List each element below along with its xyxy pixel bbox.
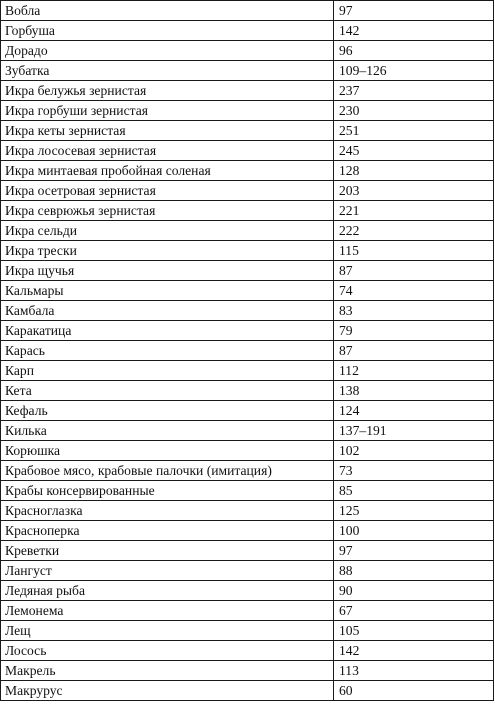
table-row [1, 201, 494, 221]
product-name-cell: Карп [1, 361, 334, 381]
table-row [1, 321, 494, 341]
calorie-value-cell: 67 [334, 601, 494, 621]
product-name-cell: Каракатица [1, 321, 334, 341]
product-name-cell: Корюшка [1, 441, 334, 461]
product-name-cell: Креветки [1, 541, 334, 561]
table-row [1, 81, 494, 101]
calorie-value-cell: 85 [334, 481, 494, 501]
calorie-value-cell: 222 [334, 221, 494, 241]
product-name-cell: Икра белужья зернистая [1, 81, 334, 101]
calorie-value-cell: 90 [334, 581, 494, 601]
calorie-value-cell: 79 [334, 321, 494, 341]
product-name-cell: Кета [1, 381, 334, 401]
calorie-value-cell: 115 [334, 241, 494, 261]
table-row [1, 1, 494, 21]
table-row [1, 601, 494, 621]
calorie-value-cell: 112 [334, 361, 494, 381]
calorie-value-cell: 203 [334, 181, 494, 201]
product-name-cell: Икра лососевая зернистая [1, 141, 334, 161]
calorie-value-cell: 109–126 [334, 61, 494, 81]
product-name-cell: Кальмары [1, 281, 334, 301]
calorie-value-cell: 128 [334, 161, 494, 181]
table-row [1, 641, 494, 661]
product-name-cell: Вобла [1, 1, 334, 21]
calorie-value-cell: 138 [334, 381, 494, 401]
calorie-value-cell: 113 [334, 661, 494, 681]
table-row [1, 581, 494, 601]
table-row [1, 181, 494, 201]
product-name-cell: Карась [1, 341, 334, 361]
product-name-cell: Крабовое мясо, крабовые палочки (имитация) [1, 461, 334, 481]
table-row [1, 281, 494, 301]
calorie-value-cell: 88 [334, 561, 494, 581]
table-row [1, 241, 494, 261]
product-name-cell: Ледяная рыба [1, 581, 334, 601]
table-row [1, 441, 494, 461]
table-row [1, 461, 494, 481]
product-name-cell: Горбуша [1, 21, 334, 41]
product-name-cell: Лосось [1, 641, 334, 661]
product-name-cell: Килька [1, 421, 334, 441]
calorie-value-cell: 102 [334, 441, 494, 461]
table-row [1, 61, 494, 81]
product-name-cell: Макрель [1, 661, 334, 681]
calorie-value-cell: 83 [334, 301, 494, 321]
product-name-cell: Красноперка [1, 521, 334, 541]
calorie-value-cell: 137–191 [334, 421, 494, 441]
table-row [1, 621, 494, 641]
calorie-value-cell: 60 [334, 681, 494, 701]
calorie-value-cell: 73 [334, 461, 494, 481]
table-row [1, 101, 494, 121]
product-name-cell: Лангуст [1, 561, 334, 581]
calorie-value-cell: 125 [334, 501, 494, 521]
product-name-cell: Икра севрюжья зернистая [1, 201, 334, 221]
table-row [1, 21, 494, 41]
table-row [1, 381, 494, 401]
table-row [1, 341, 494, 361]
calorie-value-cell: 221 [334, 201, 494, 221]
product-name-cell: Макрурус [1, 681, 334, 701]
table-row [1, 501, 494, 521]
product-name-cell: Икра осетровая зернистая [1, 181, 334, 201]
product-name-cell: Красноглазка [1, 501, 334, 521]
calorie-value-cell: 142 [334, 641, 494, 661]
calorie-value-cell: 97 [334, 541, 494, 561]
table-row [1, 121, 494, 141]
product-name-cell: Камбала [1, 301, 334, 321]
calorie-value-cell: 74 [334, 281, 494, 301]
table-row [1, 421, 494, 441]
table-row [1, 361, 494, 381]
calorie-value-cell: 87 [334, 341, 494, 361]
product-name-cell: Икра кеты зернистая [1, 121, 334, 141]
calorie-value-cell: 96 [334, 41, 494, 61]
product-name-cell: Икра трески [1, 241, 334, 261]
calorie-value-cell: 105 [334, 621, 494, 641]
product-name-cell: Кефаль [1, 401, 334, 421]
table-row [1, 301, 494, 321]
calorie-value-cell: 251 [334, 121, 494, 141]
table-row [1, 661, 494, 681]
table-row [1, 141, 494, 161]
table-row [1, 681, 494, 701]
calorie-value-cell: 124 [334, 401, 494, 421]
calorie-value-cell: 230 [334, 101, 494, 121]
product-name-cell: Икра щучья [1, 261, 334, 281]
table-row [1, 221, 494, 241]
table-row [1, 41, 494, 61]
calorie-value-cell: 245 [334, 141, 494, 161]
product-name-cell: Зубатка [1, 61, 334, 81]
table-row [1, 481, 494, 501]
product-name-cell: Икра горбуши зернистая [1, 101, 334, 121]
calorie-value-cell: 142 [334, 21, 494, 41]
product-name-cell: Икра сельди [1, 221, 334, 241]
calorie-value-cell: 87 [334, 261, 494, 281]
product-name-cell: Икра минтаевая пробойная соленая [1, 161, 334, 181]
table-row [1, 261, 494, 281]
product-name-cell: Дорадо [1, 41, 334, 61]
product-name-cell: Лещ [1, 621, 334, 641]
table-row [1, 161, 494, 181]
table-row [1, 561, 494, 581]
table-row [1, 541, 494, 561]
product-name-cell: Лемонема [1, 601, 334, 621]
calorie-value-cell: 97 [334, 1, 494, 21]
table-body [1, 1, 494, 701]
table-row [1, 521, 494, 541]
product-name-cell: Крабы консервированные [1, 481, 334, 501]
calorie-value-cell: 100 [334, 521, 494, 541]
calorie-value-cell: 237 [334, 81, 494, 101]
table-row [1, 401, 494, 421]
